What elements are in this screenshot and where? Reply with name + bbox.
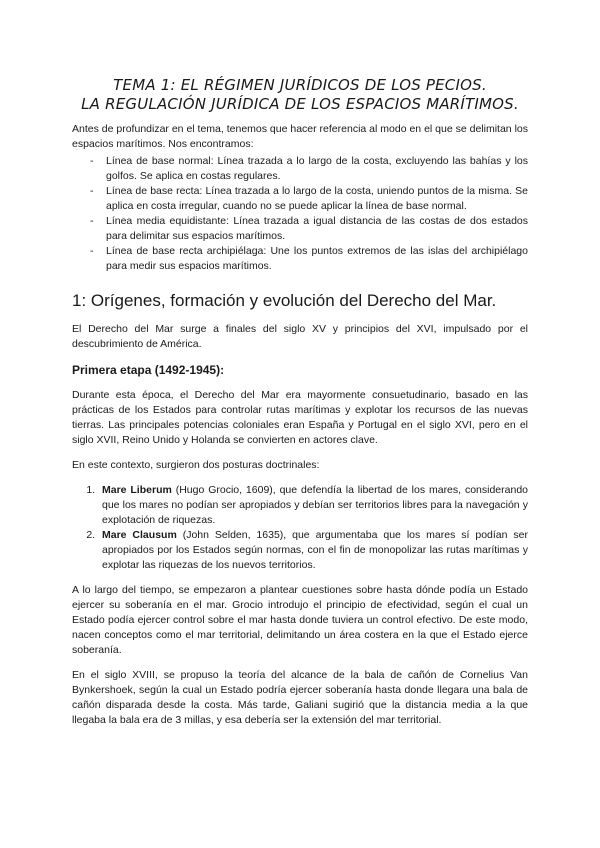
doctrine-name: Mare Clausum (102, 529, 177, 541)
subheading-first-stage: Primera etapa (1492-1945): (72, 363, 225, 377)
doctrine-name: Mare Liberum (102, 484, 172, 496)
document-title (72, 76, 528, 114)
baseline-list (72, 154, 528, 274)
paragraph-doctrines-intro: En este contexto, surgieron dos posturas doctrinales: (72, 459, 320, 471)
title-line-2: LA REGULACIÓN JURÍDICA DE LOS ESPACIOS MARÍTIMOS. (81, 95, 519, 113)
paragraph-cannon-shot: En el siglo XVIII, se propuso la teoría del alcance de la bala de cañón de Cornelius Van Bynkershoek, según la cual un Estado podría ejercer soberanía hasta donde llegara una bala de cañón disparada desde la costa. Más tarde, Galiani sugirió que la distancia media a la que llegaba la bala era de 3 millas, y esa debería ser la extensión del mar territorial. (72, 669, 528, 726)
doctrine-text: (John Selden, 1635), que argumentaba que los mares sí podían ser apropiados por los Estados según normas, con el fin de monopolizar las rutas marítimas y explotar las riquezas de los nuevos territorios. (102, 529, 528, 571)
paragraph-first-stage: Durante esta época, el Derecho del Mar era mayormente consuetudinario, basado en las prácticas de los Estados para controlar rutas marítimas y explotar los recursos de las nuevas tierras. Las principales potencias coloniales eran España y Portugal en el siglo XVI, pero en el siglo XVII, Reino Unido y Holanda se convierten en actores clave. (72, 389, 528, 446)
paragraph-origin: El Derecho del Mar surge a finales del siglo XV y principios del XVI, impulsado por el descubrimiento de América. (72, 323, 528, 350)
doctrine-text: (Hugo Grocio, 1609), que defendía la libertad de los mares, considerando que los mares no podían ser apropiados y debían ser territorios libres para la navegación y explotación de riquezas. (102, 484, 528, 526)
paragraph-sovereignty: A lo largo del tiempo, se empezaron a plantear cuestiones sobre hasta dónde podía un Estado ejercer su soberanía en el mar. Grocio introdujo el principio de efectividad, según el cual un Estado podía ejercer control sobre el mar hasta donde tuviera un control efectivo. De este modo, nacen conceptos como el mar territorial, delimitando un área costera en la que el Estado ejerce soberanía. (72, 584, 528, 656)
intro-paragraph: Antes de profundizar en el tema, tenemos que hacer referencia al modo en el que se delimitan los espacios marítimos. Nos encontramos: (72, 123, 528, 150)
list-item: - Línea de base recta: Línea trazada a lo largo de la costa, uniendo puntos de la misma. Se aplica en costa irregular, cuando no se puede aplicar la línea de base normal. (90, 184, 528, 214)
list-item: - Línea media equidistante: Línea trazada a igual distancia de las costas de dos estados para delimitar sus espacios marítimos. (90, 214, 528, 244)
doctrine-list (72, 483, 528, 573)
list-item: - Línea de base normal: Línea trazada a lo largo de la costa, excluyendo las bahías y los golfos. Se aplica en costas regulares. (90, 154, 528, 184)
list-item (98, 483, 528, 528)
title-line-1: TEMA 1: EL RÉGIMEN JURÍDICOS DE LOS PECIOS. (113, 76, 487, 94)
list-item (98, 528, 528, 573)
section-heading: 1: Orígenes, formación y evolución del Derecho del Mar. (72, 291, 497, 310)
list-item: - Línea de base recta archipiélaga: Une los puntos extremos de las islas del archipiélago para medir sus espacios marítimos. (90, 244, 528, 274)
